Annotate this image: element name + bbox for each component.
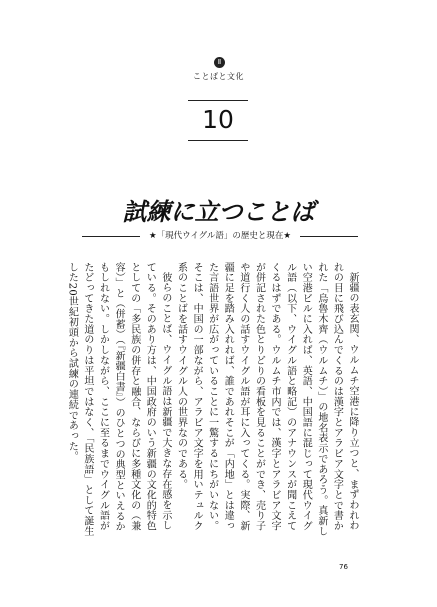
body-paragraph: 彼らのことば、ウイグル語は新疆で大きな存在感を示している。そのあり方は、中国政府のいう新疆の文化的特色としての「多民族の併存と融合、ならびに多種文化の（兼容）」と（併蓄）（『新疆白書』）のひとつの典型といえるかもしれない。しかしながら、ここに至るまでウイグル語がたどってきた道のりは平坦ではなく、「民族語」として誕生した20世紀初頭から試練の連続であった。 — [66, 262, 171, 537]
body-paragraph: 新疆の表玄関、ウルムチ空港に降り立つと、まずわれわれの目に飛び込んでくるのは漢字とアラビア文字とで書かれた「烏魯木齊（ウルムチ）」の地名表示であろう。真新しい空港ビルに入れば、英語、中国語に混じって現代ウイグル語（以下、ウイグル語と略記）のアナウンスが聞こえてくるはずである。ウルムチ市内では、漢字とアラビア文字が併記された色とりどりの看板を見ることができ、売り子や道行く人の話すウイグル語が耳に入ってくる。実際、新疆に足を踏み入れれば、誰であれそこが「内地」とは違った言語世界が広がっていることに一驚するにちがいない。そこは、中国の一部ながら、アラビア文字を用いテュルク系のことばを話すウイグル人の世界なのである。 — [175, 262, 358, 537]
chapter-top-rule — [188, 100, 248, 101]
chapter-title: 試練に立つことば — [122, 197, 315, 226]
chapter-number: 10 — [202, 105, 234, 134]
part-marker: Ⅱ — [214, 57, 225, 68]
page-number: 76 — [339, 563, 348, 571]
part-title: ことばと文化 — [193, 72, 244, 81]
subtitle-rule-right — [300, 236, 358, 237]
chapter-subtitle: ★「現代ウイグル語」の歴史と現在★ — [148, 231, 292, 241]
body-text — [66, 262, 360, 538]
chapter-bottom-rule — [188, 140, 248, 141]
subtitle-rule-left — [82, 236, 140, 237]
